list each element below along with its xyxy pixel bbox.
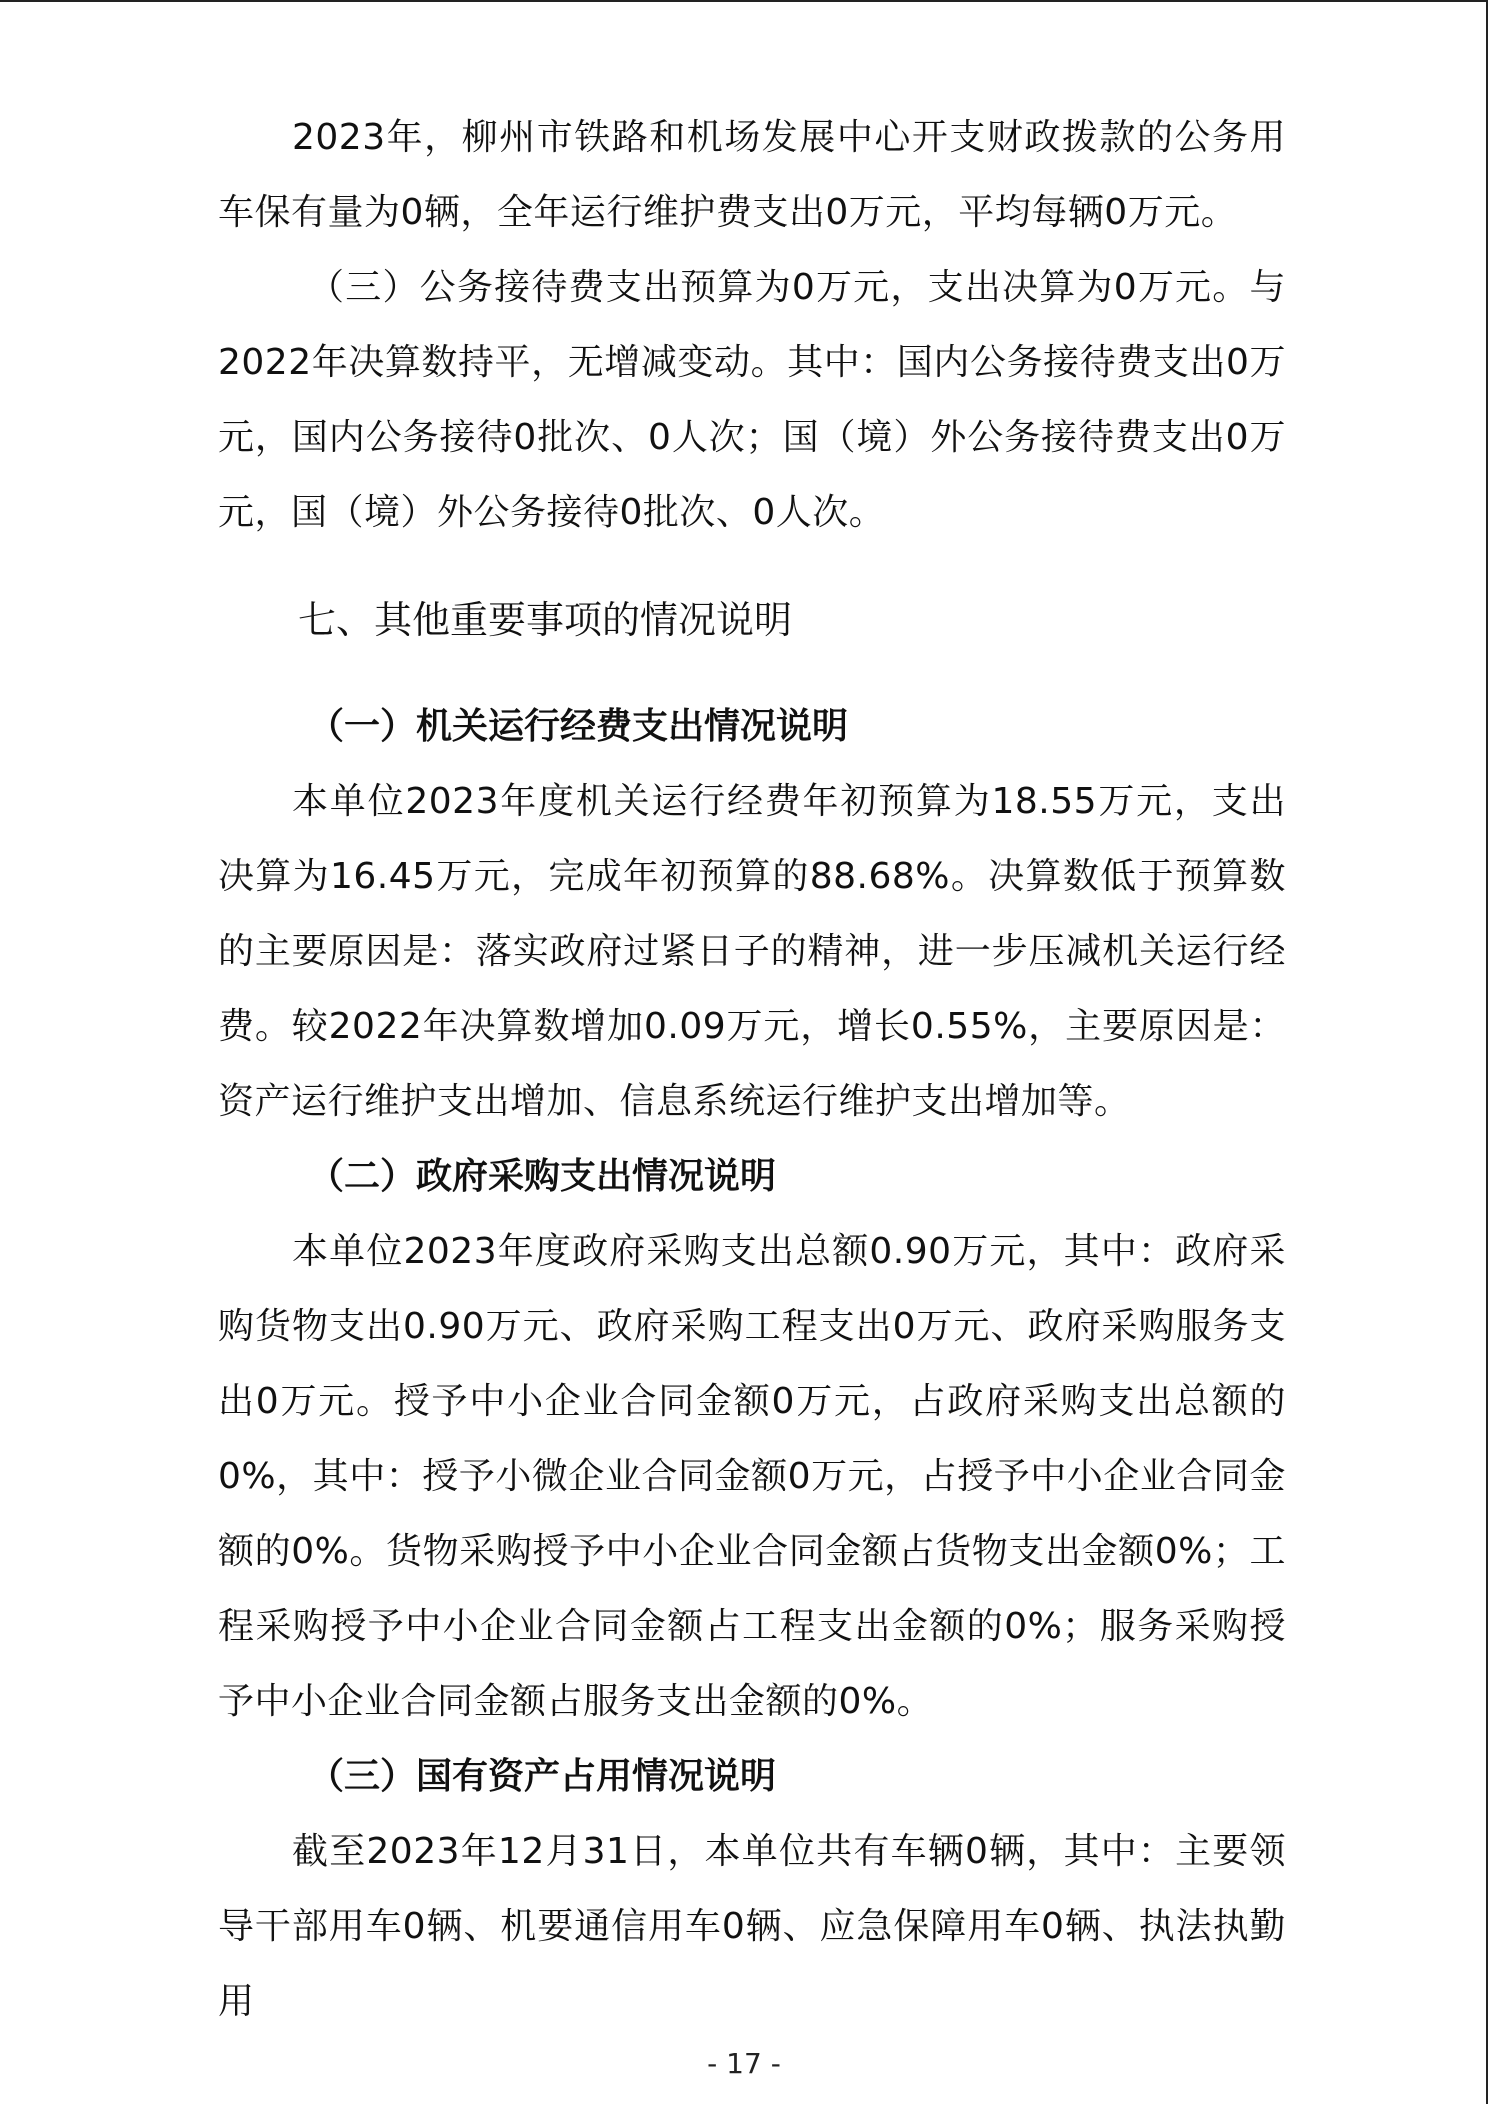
reception-paragraph: （三）公务接待费支出预算为0万元，支出决算为0万元。与2022年决算数持平，无增减变动。其中：国内公务接待费支出0万元，国内公务接待0批次、0人次；国（境）外公务接待费支出0万元，国（境）外公务接待0批次、0人次。 — [218, 267, 1286, 533]
subsection-3-text: 截至2023年12月31日，本单位共有车辆0辆，其中：主要领导干部用车0辆、机要通信用车0辆、应急保障用车0辆、执法执勤用 — [218, 1831, 1286, 2022]
subsection-2-heading: （二）政府采购支出情况说明 — [308, 1156, 777, 1197]
page-body — [218, 100, 1286, 2039]
section-7-heading: 七、其他重要事项的情况说明 — [298, 598, 793, 642]
page-number: - 17 - — [707, 2047, 781, 2080]
vehicle-paragraph: 2023年，柳州市铁路和机场发展中心开支财政拨款的公务用车保有量为0辆，全年运行维护费支出0万元，平均每辆0万元。 — [218, 117, 1286, 233]
subsection-2-text: 本单位2023年度政府采购支出总额0.90万元，其中：政府采购货物支出0.90万元、政府采购工程支出0万元、政府采购服务支出0万元。授予中小企业合同金额0万元，占政府采购支出总额的0%，其中：授予小微企业合同金额0万元，占授予中小企业合同金额的0%。货物采购授予中小企业合同金额占货物支出金额0%；工程采购授予中小企业合同金额占工程支出金额的0%；服务采购授予中小企业合同金额占服务支出金额的0%。 — [218, 1231, 1286, 1722]
subsection-1-heading: （一）机关运行经费支出情况说明 — [308, 706, 849, 747]
subsection-3-heading: （三）国有资产占用情况说明 — [308, 1756, 777, 1797]
subsection-1-text: 本单位2023年度机关运行经费年初预算为18.55万元，支出决算为16.45万元，完成年初预算的88.68%。决算数低于预算数的主要原因是：落实政府过紧日子的精神，进一步压减机关运行经费。较2022年决算数增加0.09万元，增长0.55%，主要原因是：资产运行维护支出增加、信息系统运行维护支出增加等。 — [218, 781, 1286, 1122]
